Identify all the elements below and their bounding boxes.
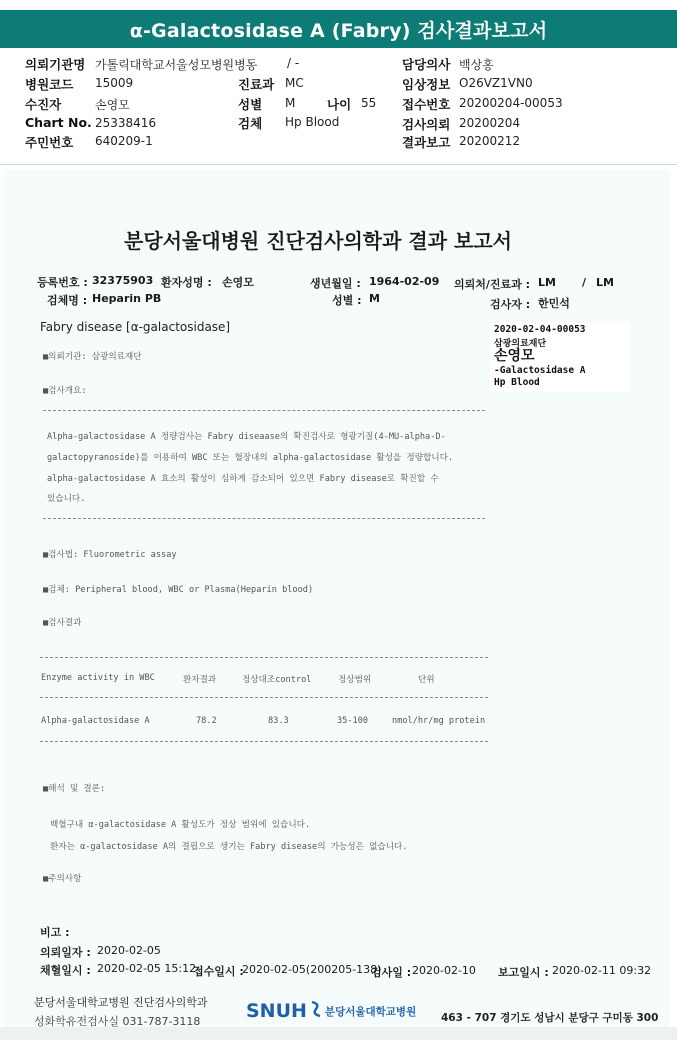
sex-value: M (285, 96, 296, 110)
receipt-label: 접수일시 : (193, 965, 244, 978)
referral-dept-value-2: LM (596, 276, 614, 289)
test-name: Fabry disease [α-galactosidase] (40, 320, 231, 334)
section-specimen: ■검체: Peripheral blood, WBC or Plasma(Heparin blood) (43, 585, 314, 595)
referral-dept-separator: / (582, 276, 587, 289)
table-cell-range: 35-100 (337, 716, 369, 726)
snuh-logo (246, 1000, 416, 1022)
receipt-value: 2020-02-05(200205-138) (242, 963, 382, 976)
interpretation-line-2: 환자는 α-galactosidase A의 결핍으로 생기는 Fabry disease의 가능성은 없습니다. (50, 842, 408, 852)
hospital-code-label: 병원코드 (25, 77, 74, 92)
specimen-value: Hp Blood (285, 115, 340, 129)
overview-line-3: alpha-galactosidase A 효소의 활성이 심하게 감소되어 있으면 Fabry disease로 확진할 수 (47, 474, 439, 484)
collection-value: 2020-02-05 15:12 (97, 962, 197, 975)
ward-value: / - (287, 56, 300, 70)
resident-no-label: 주민번호 (25, 135, 74, 150)
section-institution: ■의뢰기관: 삼광의료재단 (43, 352, 142, 362)
accession-label: 접수번호 (402, 97, 451, 112)
table-header-range: 정상범위 (338, 675, 372, 685)
report-date-value: 2020-02-11 09:32 (552, 964, 652, 977)
patient-value: 손영모 (95, 98, 130, 112)
section-interpretation: ■해석 및 결론: (43, 784, 106, 794)
test-request-value: 20200204 (459, 116, 521, 130)
note-label: 비고 : (40, 926, 70, 939)
resident-no-value: 640209-1 (95, 134, 153, 148)
snuh-logo-text: SNUH (246, 1000, 307, 1022)
specimen-sticker (490, 322, 630, 392)
sticker-specimen: Hp Blood (494, 377, 540, 388)
section-overview: ■검사개요: (43, 386, 87, 396)
report-sex-label: 성별 : (332, 294, 362, 307)
age-label: 나이 (327, 97, 352, 112)
hospital-code-value: 15009 (95, 76, 134, 90)
sticker-institution: 삼광의료재단 (494, 339, 547, 349)
report-title: α-Galactosidase A (Fabry) 검사결과보고서 (129, 19, 548, 42)
table-divider-top (40, 657, 488, 658)
referral-dept-value-1: LM (538, 276, 556, 289)
patient-name-value: 손영모 (222, 276, 254, 289)
requesting-institution-label: 의뢰기관명 (25, 57, 86, 72)
sticker-patient: 손영모 (494, 348, 535, 364)
table-cell-unit: nmol/hr/mg protein (392, 716, 486, 726)
department-label: 진료과 (238, 77, 275, 92)
dob-value: 1964-02-09 (369, 275, 440, 288)
collection-label: 채혈일시 : (40, 964, 91, 977)
tester-label: 검사자 : (490, 298, 531, 311)
specimen-name-value: Heparin PB (92, 292, 162, 305)
snuh-emblem-icon (310, 1000, 322, 1022)
tester-value: 한민석 (538, 297, 570, 310)
referral-dept-label: 의뢰처/진료과 : (454, 278, 531, 291)
department-value: MC (285, 76, 304, 90)
hospital-address: 463 - 707 경기도 성남시 분당구 구미동 300 (441, 1012, 659, 1024)
report-date-label: 보고일시 : (498, 966, 549, 979)
divider-overview-bottom (43, 518, 485, 519)
report-sex-value: M (369, 292, 380, 305)
age-value: 55 (361, 96, 377, 110)
test-date-value: 2020-02-10 (412, 964, 476, 977)
snuh-logo-hospital-name: 분당서울대학교병원 (324, 1005, 417, 1018)
divider-overview-top (43, 410, 485, 411)
sticker-test: -Galactosidase A (494, 365, 586, 376)
doctor-value: 백상홍 (459, 58, 494, 72)
specimen-name-label: 검체명 : (47, 294, 88, 307)
dob-label: 생년월일 : (310, 277, 361, 290)
footer-organization: 분당서울대학교병원 진단검사의학과 (34, 996, 208, 1009)
table-cell-enzyme: Alpha-galactosidase A (41, 716, 150, 726)
lab-report-title: 분당서울대병원 진단검사의학과 결과 보고서 (124, 229, 512, 253)
table-divider-bottom (40, 741, 488, 742)
sex-label: 성별 (238, 97, 263, 112)
result-report-value: 20200212 (459, 134, 521, 148)
section-caution: ■주의사항 (43, 874, 82, 884)
request-info-header (0, 48, 677, 166)
chart-no-value: 25338416 (95, 116, 157, 130)
table-divider-mid (40, 697, 488, 698)
section-result: ■검사결과 (43, 618, 82, 628)
interpretation-line-1: 백혈구내 α-galactosidase A 활성도가 정상 범위에 있습니다. (50, 820, 311, 830)
table-header-enzyme: Enzyme activity in WBC (41, 673, 155, 683)
overview-line-2: galactopyranoside)를 이용하여 WBC 또는 혈장내의 alpha-galactosidase 활성을 정량합니다. (47, 453, 454, 463)
report-title-bar (0, 10, 677, 48)
sticker-accession: 2020-02-04-00053 (494, 324, 586, 335)
specimen-label: 검체 (238, 116, 263, 131)
table-cell-patient: 78.2 (196, 716, 217, 726)
table-header-patient: 환자결과 (183, 675, 217, 685)
table-cell-control: 83.3 (268, 716, 289, 726)
patient-name-label: 환자성명 : (161, 276, 212, 289)
table-header-control: 정상대조control (242, 675, 312, 685)
test-request-label: 검사의뢰 (402, 117, 451, 132)
result-report-label: 결과보고 (402, 135, 451, 150)
clinical-info-label: 임상정보 (402, 77, 451, 92)
patient-label: 수진자 (25, 97, 62, 112)
section-method: ■검사법: Fluorometric assay (43, 550, 177, 560)
overview-line-4: 있습니다. (47, 494, 86, 504)
doctor-label: 담당의사 (402, 57, 451, 72)
clinical-info-value: O26VZ1VN0 (459, 76, 533, 90)
table-header-unit: 단위 (418, 675, 435, 685)
overview-line-1: Alpha-galactosidase A 정량검사는 Fabry diseaase의 확진검사로 형광기질(4-MU-alpha-D- (47, 432, 446, 442)
chart-no-label: Chart No. (25, 115, 92, 130)
accession-value: 20200204-00053 (459, 96, 563, 110)
registration-label: 등록번호 : (37, 276, 88, 289)
request-date-label: 의뢰일자 : (40, 946, 91, 959)
requesting-institution-value: 가톨릭대학교서울성모병원병동 (95, 58, 258, 72)
registration-value: 32375903 (92, 274, 154, 287)
request-date-value: 2020-02-05 (97, 944, 161, 957)
header-divider (0, 164, 677, 165)
test-date-label: 검사일 : (371, 966, 412, 979)
footer-lab: 성화학유전검사실 031-787-3118 (34, 1015, 201, 1028)
